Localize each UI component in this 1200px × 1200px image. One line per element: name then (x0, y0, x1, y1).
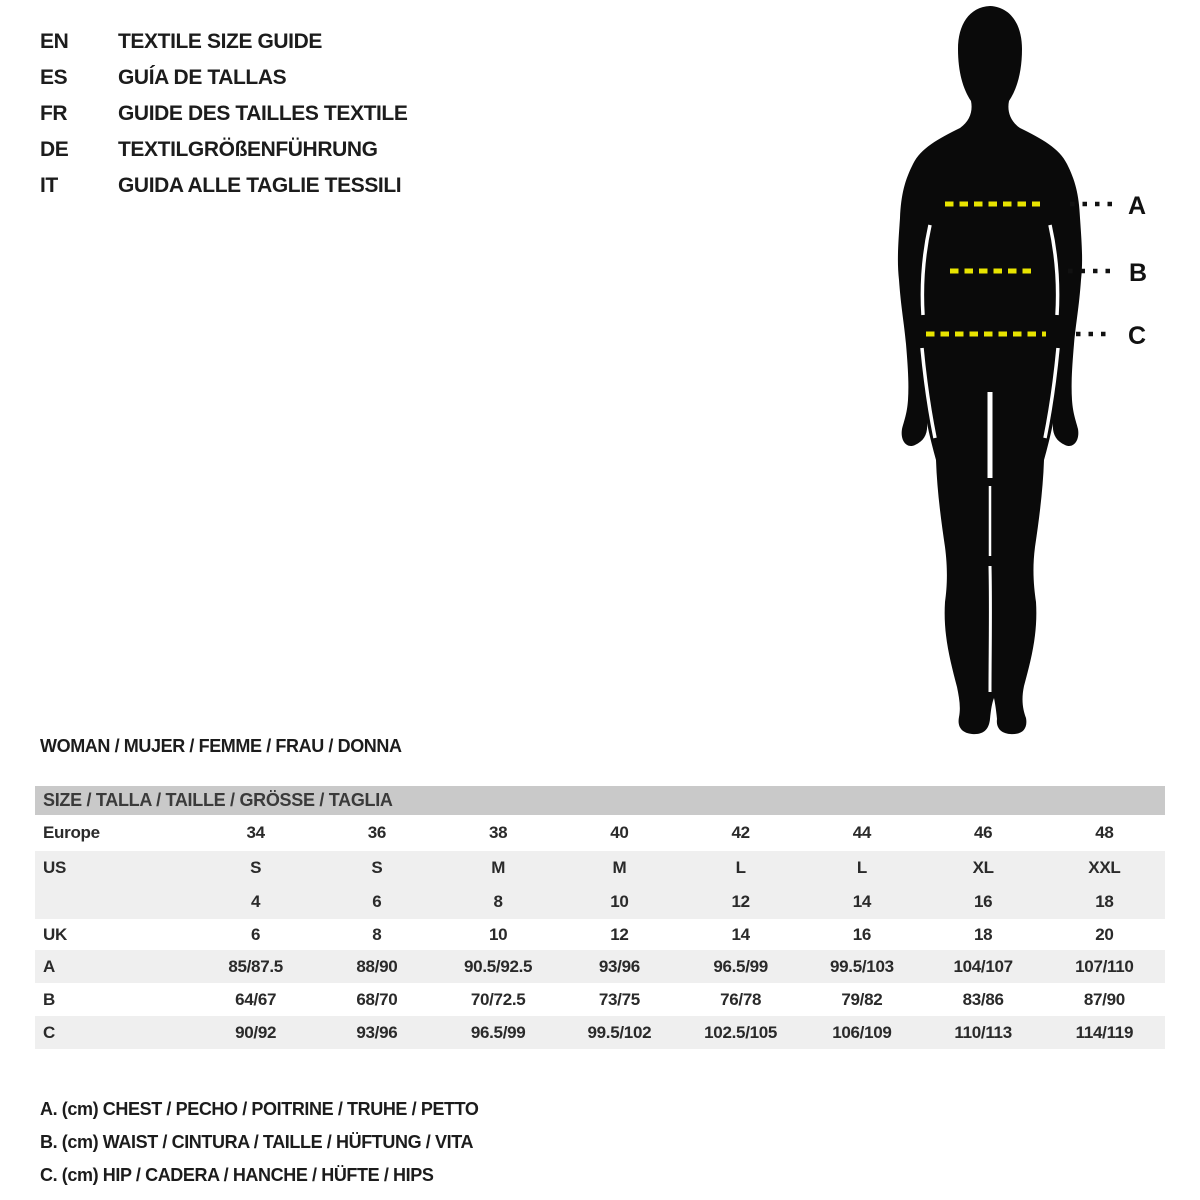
size-cell: 10 (610, 892, 629, 911)
size-cell: 44 (852, 823, 872, 842)
size-cell: M (612, 858, 627, 877)
size-cell: 8 (372, 924, 382, 944)
size-cell: 79/82 (841, 989, 883, 1009)
title-row-es (40, 60, 407, 96)
size-cell: 104/107 (953, 956, 1013, 976)
size-cell: 42 (731, 823, 750, 842)
size-cell: 114/119 (1075, 1022, 1134, 1042)
size-cell: 88/90 (356, 956, 398, 976)
size-cell: 83/86 (962, 989, 1004, 1009)
size-cell: 70/72.5 (470, 989, 526, 1009)
chest-footnote: A. (cm) CHEST / PECHO / POITRINE / TRUHE / PETTO (40, 1099, 479, 1119)
size-cell: 106/109 (832, 1022, 892, 1042)
row-label: B (43, 989, 55, 1009)
hip-footnote: C. (cm) HIP / CADERA / HANCHE / HÜFTE / HIPS (40, 1165, 434, 1185)
waist-footnote: B. (cm) WAIST / CINTURA / TAILLE / HÜFTUNG / VITA (40, 1132, 474, 1152)
size-cell: M (491, 858, 506, 877)
size-cell: 10 (488, 924, 508, 944)
guide-title: TEXTILGRÖßENFÜHRUNG (118, 138, 378, 161)
table-row-waist (35, 983, 1165, 1016)
row-label: Europe (43, 823, 100, 842)
size-cell: 8 (493, 892, 503, 911)
body-measurement-figure (860, 0, 1200, 740)
lang-code: ES (40, 66, 68, 89)
size-cell: 18 (1095, 892, 1114, 911)
size-cell: 40 (610, 823, 629, 842)
size-cell: 96.5/99 (470, 1022, 526, 1042)
size-cell: 18 (973, 924, 993, 944)
size-cell: 110/113 (954, 1022, 1012, 1042)
guide-title: GUIDE DES TAILLES TEXTILE (118, 102, 408, 125)
size-cell: 73/75 (598, 989, 640, 1009)
size-cell: 68/70 (356, 989, 398, 1009)
size-cell: 14 (731, 924, 750, 944)
language-title-list (40, 24, 407, 204)
size-cell: 6 (251, 924, 261, 944)
size-cell: 46 (973, 823, 993, 842)
size-cell: 16 (852, 924, 872, 944)
size-cell: 16 (973, 892, 993, 911)
size-cell: 107/110 (1075, 956, 1134, 976)
title-row-en (40, 24, 407, 60)
table-row-hip (35, 1016, 1165, 1049)
size-cell: 12 (610, 924, 629, 944)
lang-code: DE (40, 138, 69, 161)
size-cell: 20 (1095, 924, 1114, 944)
size-cell: 99.5/102 (587, 1022, 652, 1042)
size-cell: 38 (488, 823, 508, 842)
size-cell: 93/96 (356, 1022, 398, 1042)
size-cell: 90/92 (235, 1022, 277, 1042)
size-cell: 14 (852, 892, 872, 911)
size-cell: S (371, 858, 383, 877)
size-cell: 48 (1095, 823, 1114, 842)
table-row-uk (35, 919, 1165, 950)
row-label: C (43, 1022, 55, 1042)
size-table (35, 786, 1165, 1049)
hip-marker-label: C (1128, 322, 1147, 350)
lang-code: FR (40, 102, 68, 125)
table-row-europe (35, 815, 1165, 851)
size-cell: 34 (246, 823, 265, 842)
guide-title: GUIDA ALLE TAGLIE TESSILI (118, 174, 402, 197)
table-row-chest (35, 950, 1165, 983)
title-row-de (40, 132, 407, 168)
size-cell: XL (972, 858, 994, 877)
size-cell: 99.5/103 (829, 956, 894, 976)
row-label: UK (43, 924, 67, 944)
size-table-header: SIZE / TALLA / TAILLE / GRÖSSE / TAGLIA (35, 786, 1165, 815)
size-cell: L (735, 858, 746, 877)
lang-code: IT (40, 174, 58, 197)
measurement-footnotes (40, 1093, 479, 1192)
waist-marker-label: B (1129, 259, 1148, 287)
size-cell: S (250, 858, 262, 877)
size-cell: 6 (372, 892, 382, 911)
size-cell: L (856, 858, 867, 877)
size-cell: 4 (251, 892, 261, 911)
chest-marker-label: A (1128, 192, 1147, 220)
table-row-us-letters (35, 851, 1165, 885)
measurement-figure-svg (860, 0, 1200, 740)
size-cell: XXL (1088, 858, 1121, 877)
title-row-fr (40, 96, 407, 132)
size-cell: 85/87.5 (228, 956, 283, 976)
row-label: US (43, 858, 67, 877)
gender-section-title: WOMAN / MUJER / FEMME / FRAU / DONNA (40, 736, 402, 756)
size-cell: 102.5/105 (704, 1022, 778, 1042)
size-cell: 96.5/99 (713, 956, 768, 976)
size-cell: 90.5/92.5 (464, 956, 533, 976)
title-row-it (40, 168, 407, 204)
size-cell: 93/96 (598, 956, 640, 976)
size-cell: 64/67 (235, 989, 277, 1009)
size-cell: 36 (367, 823, 387, 842)
size-cell: 76/78 (720, 989, 762, 1009)
guide-title: GUÍA DE TALLAS (118, 66, 287, 89)
lang-code: EN (40, 30, 69, 53)
size-cell: 87/90 (1083, 989, 1125, 1009)
table-row-us (35, 851, 1165, 919)
row-label: A (43, 956, 55, 976)
guide-title: TEXTILE SIZE GUIDE (118, 30, 322, 53)
table-row-us-numbers (35, 885, 1165, 919)
size-cell: 12 (731, 892, 750, 911)
